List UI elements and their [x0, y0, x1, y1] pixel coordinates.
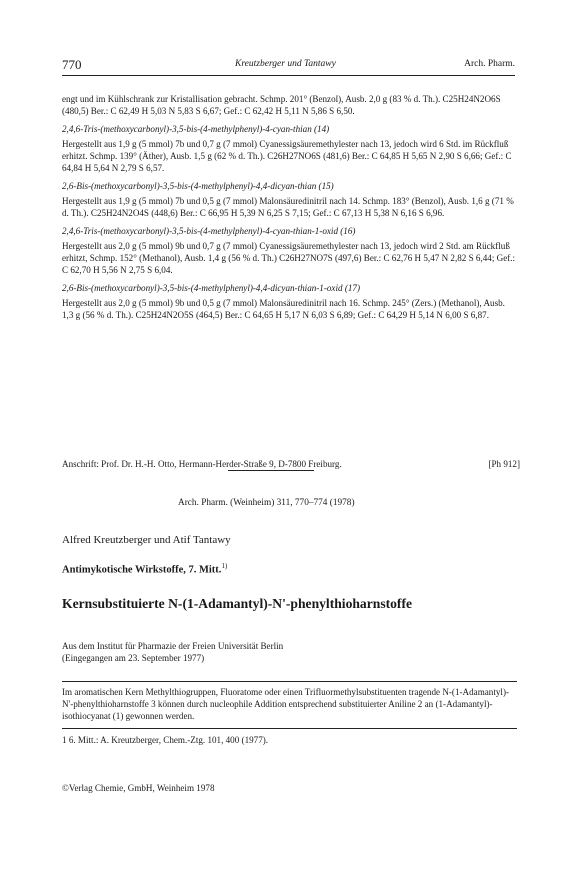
article-citation: Arch. Pharm. (Weinheim) 311, 770–774 (1978)	[178, 498, 355, 508]
article-series	[62, 562, 227, 576]
abstract-rule-bottom	[62, 728, 517, 729]
experimental-section	[62, 93, 518, 327]
compound-text-17: Hergestellt aus 2,0 g (5 mmol) 9b und 0,5 g (7 mmol) Malonsäuredinitril nach 16. Schmp. 245° (Zers.) (Methanol), Ausb. 1,3 g (56 % d. Th.). C25H24N2O5S (464,5) Ber.: C 64,65 H 5,17 N 6,03 S 6,89; Gef.: C 64,29 H 5,14 N 6,00 S 6,87.	[62, 298, 505, 320]
address-text: Anschrift: Prof. Dr. H.-H. Otto, Hermann-Herder-Straße 9, D-7800 Freiburg.	[62, 459, 342, 469]
series-text: Antimykotische Wirkstoffe, 7. Mitt.	[62, 564, 222, 576]
series-footnote-mark: 1)	[221, 562, 228, 570]
article-title: Kernsubstituierte N-(1-Adamantyl)-N'-phenylthioharnstoffe	[62, 596, 413, 611]
compound-text-15: Hergestellt aus 1,9 g (5 mmol) 7b und 0,5 g (7 mmol) Malonsäuredinitril nach 14. Schmp. 183° (Benzol), Ausb. 1,6 g (71 % d. Th.). C25H24N2O4S (448,6) Ber.: C 66,95 H 5,39 N 6,25 S 7,15; Gef.: C 67,13 H 5,38 N 6,16 S 6,96.	[62, 196, 514, 218]
abstract: Im aromatischen Kern Methylthiogruppen, Fluoratome oder einen Trifluormethylsubstituenten tragende N-(1-Adamantyl)-N'-phenylthioharnstoffe 3 können durch nucleophile Addition entsprechend substituierter Aniline 2 an (1-Adamantyl)-isothiocyanat (1) gewonnen werden.	[62, 687, 510, 721]
running-head: Kreutzberger und Tantawy	[235, 59, 336, 69]
footnote: 1 6. Mitt.: A. Kreutzberger, Chem.-Ztg. 101, 400 (1977).	[62, 735, 269, 745]
received-date: (Eingegangen am 23. September 1977)	[62, 653, 205, 663]
article-authors: Alfred Kreutzberger und Atif Tantawy	[62, 534, 231, 546]
affiliation-block	[62, 640, 283, 664]
compound-heading-15: 2,6-Bis-(methoxycarbonyl)-3,5-bis-(4-methylphenyl)-4,4-dicyan-thian (15)	[62, 181, 334, 191]
page-header	[62, 55, 515, 77]
compound-heading-16: 2,4,6-Tris-(methoxycarbonyl)-3,5-bis-(4-methylphenyl)-4-cyan-thian-1-oxid (16)	[62, 226, 356, 236]
compound-heading-17: 2,6-Bis-(methoxycarbonyl)-3,5-bis-(4-methylphenyl)-4,4-dicyan-thian-1-oxid (17)	[62, 283, 360, 293]
compound-heading-14: 2,4,6-Tris-(methoxycarbonyl)-3,5-bis-(4-methylphenyl)-4-cyan-thian (14)	[62, 124, 330, 134]
section-divider	[228, 470, 314, 471]
compound-text-14: Hergestellt aus 1,9 g (5 mmol) 7b und 0,7 g (7 mmol) Cyanessigsäuremethylester nach 13, jedoch wird 6 Std. im Rückfluß erhitzt. Schmp. 139° (Äther), Ausb. 1,5 g (62 % d. Th.). C26H27NO6S (481,6) Ber.: C 64,85 H 5,65 N 2,90 S 6,66; Gef.: C 64,84 H 5,64 N 2,79 S 6,57.	[62, 139, 512, 173]
header-rule	[62, 75, 515, 76]
institute: Aus dem Institut für Pharmazie der Freien Universität Berlin	[62, 641, 284, 651]
manuscript-ref: [Ph 912]	[488, 459, 520, 469]
paragraph-continued: engt und im Kühlschrank zur Kristallisation gebracht. Schmp. 201° (Benzol), Ausb. 2,0 g (83 % d. Th.). C25H24N2O6S (480,5) Ber.: C 62,49 H 5,03 N 5,83 S 6,67; Gef.: C 62,42 H 5,11 N 5,86 S 6,50.	[62, 94, 501, 116]
compound-text-16: Hergestellt aus 2,0 g (5 mmol) 9b und 0,7 g (7 mmol) Cyanessigsäuremethylester nach 13, jedoch wird 2 Std. am Rückfluß erhitzt, Schmp. 152° (Methanol), Ausb. 1,4 g (56 % d. Th.) C26H27NO7S (497,6) Ber.: C 62,76 H 5,47 N 2,82 S 6,44; Gef.: C 62,70 H 5,56 N 2,75 S 6,04.	[62, 241, 516, 275]
journal-name: Arch. Pharm.	[464, 59, 515, 69]
page-number: 770	[62, 57, 82, 72]
copyright: ©Verlag Chemie, GmbH, Weinheim 1978	[62, 783, 215, 793]
abstract-rule-top	[62, 681, 517, 682]
author-address	[62, 459, 520, 469]
